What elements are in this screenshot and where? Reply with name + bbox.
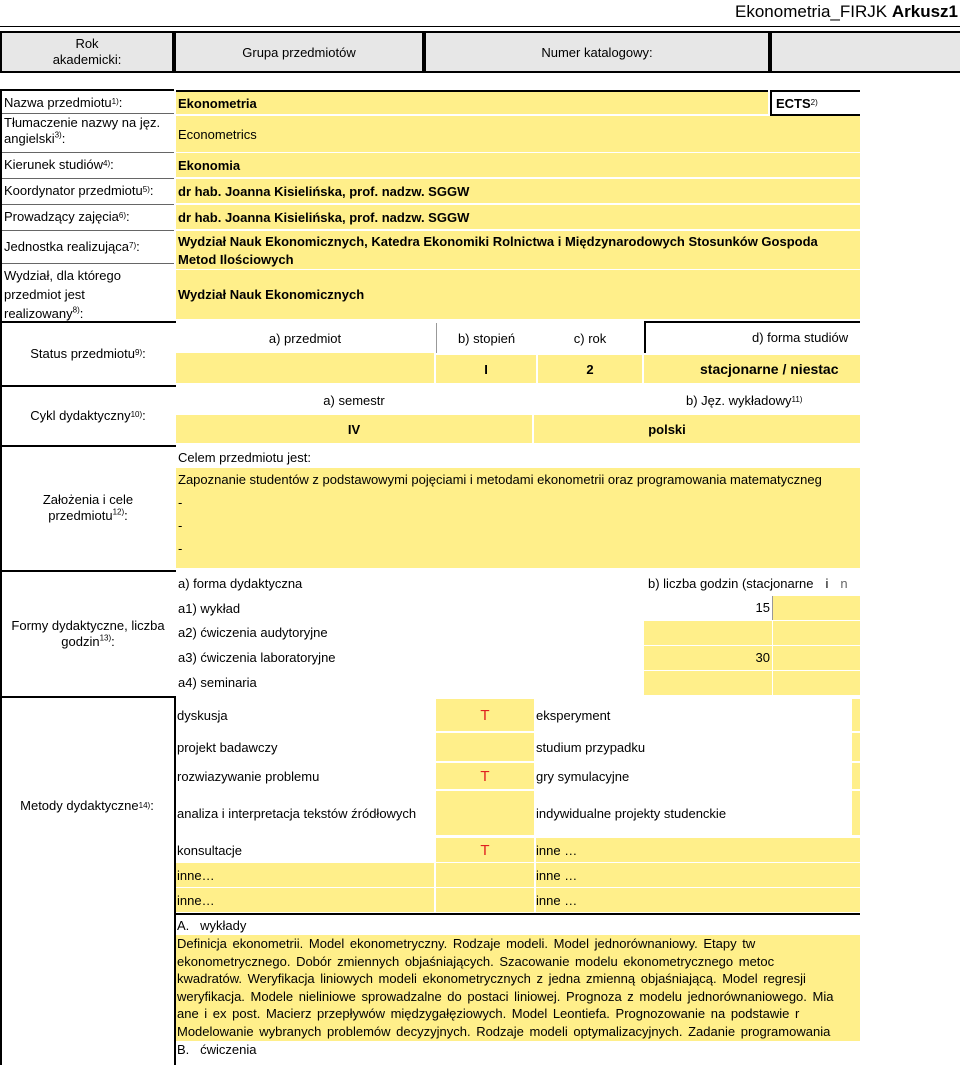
cykl-label: Cykl dydaktyczny 10) : [30, 407, 146, 423]
rok-akademicki-label: Rok akademicki: [0, 31, 174, 73]
forma-row: a3) ćwiczenia laboratoryjne [178, 649, 336, 665]
grupa-przedmiotow-label: Grupa przedmiotów [174, 31, 424, 73]
file-name: Ekonometria_FIRJK [735, 2, 888, 21]
row-divider [0, 178, 174, 179]
hours-cell-2[interactable] [773, 621, 860, 645]
metoda-right: eksperyment [536, 707, 611, 723]
metoda-left: dyskusja [177, 707, 228, 723]
tresci-b-header: B. ćwiczenia [177, 1042, 257, 1057]
metoda-right-mark[interactable] [852, 733, 860, 761]
cykl-a-label: a) semestr [323, 392, 385, 408]
metoda-left: konsultacje [177, 842, 243, 858]
jednostka-label: Jednostka realizująca 7) : [4, 238, 140, 254]
sheet-tab-name: Arkusz1 [891, 2, 958, 21]
hours-cell-2[interactable] [773, 671, 860, 695]
tresci-a-header: A. wykłady [177, 918, 247, 933]
celem-label: Celem przedmiotu jest: [178, 449, 311, 465]
metoda-mark[interactable] [436, 863, 534, 887]
metoda-mark[interactable]: T [436, 699, 534, 731]
metoda-left[interactable]: inne… [176, 888, 434, 912]
metoda-mark[interactable]: T [436, 838, 534, 862]
row-divider [0, 204, 174, 205]
status-a-label: a) przedmiot [268, 330, 342, 346]
hours-cell[interactable]: 30 [644, 646, 772, 670]
metoda-right[interactable]: inne … [536, 838, 860, 862]
tlumaczenie-value[interactable]: Econometrics [176, 116, 860, 152]
hours-cell[interactable] [644, 621, 772, 645]
formy-a-header: a) forma dydaktyczna [178, 575, 303, 591]
hours-cell[interactable]: 15 [755, 600, 770, 615]
forma-row: a2) ćwiczenia audytoryjne [178, 624, 328, 640]
prowadzacy-value[interactable]: dr hab. Joanna Kisielińska, prof. nadzw. SGGW [176, 205, 860, 229]
metody-label: Metody dydaktyczne 14) : [20, 798, 154, 813]
row-divider [0, 230, 174, 231]
prowadzacy-label: Prowadzący zajęcia 6) : [4, 208, 130, 224]
jednostka-value[interactable]: Wydział Nauk Ekonomicznych, Katedra Ekonomiki Rolnictwa i Międzynarodowych Stosunków Gospoda Metod Ilościowych [176, 231, 860, 269]
metoda-right[interactable]: inne … [536, 863, 860, 887]
status-d-label: d) forma studiów [644, 321, 860, 353]
metoda-right-mark[interactable] [852, 791, 860, 835]
ects-label: ECTS 2) [770, 90, 860, 116]
cykl-b-value[interactable]: polski [534, 415, 860, 443]
metoda-left: projekt badawczy [177, 739, 278, 755]
left-border [0, 89, 2, 1065]
zalozenia-label: Założenia i cele przedmiotu$^{12)}$: [42, 491, 134, 523]
section-border [176, 913, 860, 915]
status-label: Status przedmiotu 9) : [30, 345, 146, 361]
sheet-title [735, 0, 958, 24]
metoda-mark[interactable] [436, 791, 534, 835]
metoda-left: rozwiazywanie problemu [177, 768, 320, 784]
metoda-right-mark[interactable] [852, 763, 860, 789]
header-rule [0, 26, 960, 27]
wydzial-label: Wydział, dla którego przedmiot jest realizowany$^{8)}$: [4, 268, 121, 321]
formy-b-header: b) liczba godzin (stacjonarne i n [648, 575, 848, 591]
metoda-right[interactable]: inne … [536, 888, 860, 912]
status-c-value[interactable]: 2 [538, 355, 642, 383]
numer-katalogowy-label: Numer katalogowy: [424, 31, 770, 73]
forma-row: a4) seminaria [178, 674, 257, 690]
metoda-mark[interactable] [436, 733, 534, 761]
formy-label: Formy dydaktyczne, liczba godzin$^{13)}$: [11, 618, 165, 649]
nazwa-value[interactable]: Ekonometria [176, 90, 768, 114]
metoda-right: studium przypadku [536, 739, 646, 755]
hours-cell-2[interactable] [772, 596, 860, 620]
metoda-left[interactable]: inne… [176, 863, 434, 887]
status-c-label: c) rok [573, 330, 607, 346]
hours-cell-2[interactable] [773, 646, 860, 670]
row-divider [0, 152, 174, 153]
metoda-right: indywidualne projekty studenckie [536, 805, 727, 821]
nazwa-label: Nazwa przedmiotu 1) : [4, 94, 123, 110]
zalozenia-text[interactable]: Zapoznanie studentów z podstawowymi pojęciami i metodami ekonometrii oraz programowania matematyczneg - - - [176, 468, 860, 568]
tresci-text[interactable]: Definicja ekonometrii. Model ekonometryczny. Rodzaje modeli. Model jednorównaniowy. Etapy tw ekonometrycznego. Dobór zmiennych objaśniających. Szacowanie modelu ekonometrycznego metoc kwadratów. Weryfikacja liniowych modeli ekonometrycznych z jedna zmienną objaśniającą. Model regresji weryfikacja. Modele nieliniowe sprowadzalne do postaci liniowej. Prognoza z modelu jednorównaniowego. Mia ane i ex post. Macierz przepływów międzygałęziowych. Model Leontiefa. Prognozowanie na podstawie r Modelowanie wybranych problemów decyzyjnych. Rodzaje modeli optymalizacyjnych. Zadanie programowania [176, 935, 860, 1041]
kierunek-value[interactable]: Ekonomia [176, 153, 860, 177]
metoda-right: gry symulacyjne [536, 768, 630, 784]
status-a-value[interactable] [176, 353, 434, 383]
tlumaczenie-label: Tłumaczenie nazwy na jęz. angielski$^{3)}$: [4, 115, 161, 146]
cykl-a-value[interactable]: IV [176, 415, 532, 443]
status-b-label: b) stopień [436, 323, 536, 353]
numer-katalogowy-value[interactable] [770, 31, 960, 73]
cykl-b-label: b) Jęz. wykładowy 11) [686, 392, 803, 408]
status-b-value[interactable]: I [436, 355, 536, 383]
koordynator-label: Koordynator przedmiotu 5) : [4, 182, 154, 198]
koordynator-value[interactable]: dr hab. Joanna Kisielińska, prof. nadzw. SGGW [176, 179, 860, 203]
metoda-mark[interactable]: T [436, 763, 534, 789]
metoda-right-mark[interactable] [852, 699, 860, 731]
metoda-mark[interactable] [436, 888, 534, 912]
forma-row: a1) wykład [178, 600, 241, 616]
row-divider [0, 263, 174, 264]
row-divider [0, 113, 174, 114]
status-d-value[interactable]: stacjonarne / niestac [644, 355, 860, 383]
wydzial-value[interactable]: Wydział Nauk Ekonomicznych [176, 270, 860, 319]
metoda-left: analiza i interpretacja tekstów źródłowych [177, 805, 417, 821]
hours-cell[interactable] [644, 671, 772, 695]
kierunek-label: Kierunek studiów 4) : [4, 156, 114, 172]
